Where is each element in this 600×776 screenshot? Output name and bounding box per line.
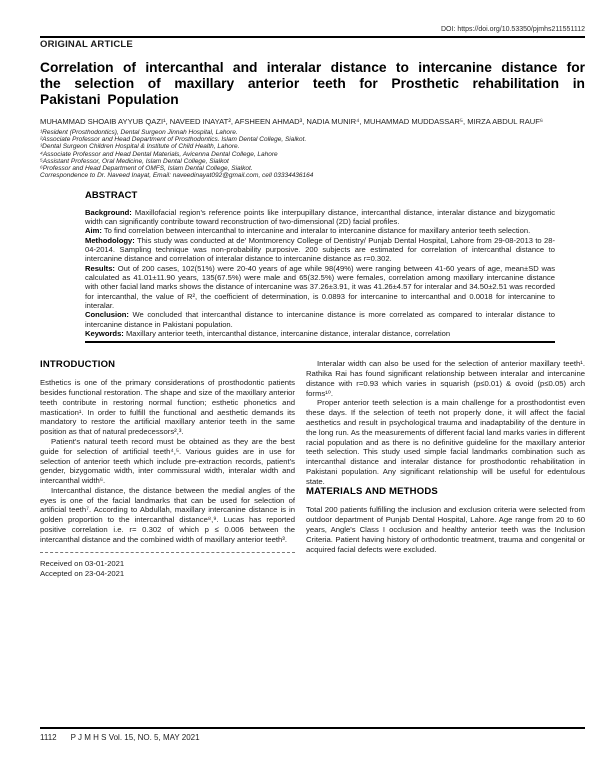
abstract-label: Keywords: [85,328,124,338]
abstract-section [85,190,555,344]
abstract-text: We concluded that intercanthal distance to intercanine distance is more correlated as compared to interalar distance to intercanine distance in Pakistani population. [85,310,555,329]
affiliation-line: ⁵Assistant Professor, Oral Medicine, Islam Dental College, Sialkot [40,157,229,165]
correspondence-line: Correspondence to Dr. Naveed Inayat, Email: naveedinayat092@gmail.com, cell 03334436164 [40,172,314,180]
page-footer [40,727,585,742]
abstract-results [85,264,555,311]
page-number: 1112 [40,733,57,742]
introduction-heading: INTRODUCTION [40,359,116,371]
materials-paragraph: Total 200 patients fulfilling the inclusion and exclusion criteria were selected from outdoor department of Punjab Dental Hospital, Lahore. Age range from 20 to 60 years, Angle's Class I occlusion and healthy anterior teeth was the Inclusion Criteria. Patient having history of orthodontic treatment, trauma and congenital or acquired facial defects were excluded. [306,505,585,554]
affiliations [40,129,585,180]
abstract-text: Maxillary anterior teeth, intercanthal distance, intercanine distance, interalar distance, correlation [123,328,451,338]
abstract-label: Background: [85,207,132,217]
affiliation-line: ⁴Associate Professor and Head Dental Materials, Avicenna Dental College, Lahore [40,150,278,158]
abstract-text: To find correlation between intercanthal to intercanine and interalar to intercanine distance for maxillary anterior teeth selection. [101,226,531,236]
affiliation-line: ¹Resident (Prosthodontics), Dental Surgeon Jinnah Hospital, Lahore. [40,128,238,136]
intro-paragraph: Patient's natural teeth record must be obtained as they are the best guide for selection of artificial teeth⁴,⁵. Various guides are in use for selection of anterior teeth which include pre-extraction records, patient's gender, bizygomatic width, inter commissural width, interalar width and intercanthal width⁶. [40,437,295,486]
materials-heading: MATERIALS AND METHODS [306,486,438,498]
affiliation-line: ²Associate Professor and Head Department of Prosthodontics. Islam Dental College, Sialkot. [40,136,307,144]
footnote-divider [40,552,295,553]
intro-paragraph: Intercanthal distance, the distance between the medial angles of the eyes is one of the facial landmarks that can be used for selection of artificial teeth⁷. According to Abdullah, maxillary intercanine distance is in golden proportion to the intercanthal distance⁸,⁹. Lucas has reported positive correlation i.e. r= 0.302 of which p ≤ 0.006 between the intercanthal distance and the combined width of maxillary anterior teeth³. [40,485,295,544]
affiliation-line: ⁶Professor and Head Department of OMFS, Islam Dental College, Sialkot. [40,165,253,173]
journal-volume-line: P J M H S Vol. 15, NO. 5, MAY 2021 [70,733,200,742]
author-list: MUHAMMAD SHOAIB AYYUB QAZI¹, NAVEED INAYAT², AFSHEEN AHMAD³, NADIA MUNIR⁴, MUHAMMAD MUDDASSAR⁵, MIRZA ABDUL RAUF⁶ [40,117,544,126]
left-column [40,359,295,579]
abstract-label: Results: [85,263,115,273]
intro-paragraph: Interalar width can also be used for the selection of anterior maxillary teeth¹. Rathika Rai has found significant relationship between interalar and intercanine distance with r=0.93 which varies in squarish (p≤0.01) & ovoid (p≤0.05) arch forms¹⁰. [306,359,585,398]
right-column [306,359,585,579]
affiliation-line: ³Dental Surgeon Children Hospital & Institute of Child Health, Lahore. [40,143,240,151]
header-rule [40,36,585,38]
abstract-keywords [85,329,555,338]
abstract-aim [85,226,555,235]
article-type-label: ORIGINAL ARTICLE [40,39,133,50]
article-title: Correlation of intercanthal and interalar distance to intercanine distance for the selection of maxillary anterior teeth for Prosthetic rehabilitation in Pakistani Population [40,60,585,107]
abstract-text: Out of 200 cases, 102(51%) were 20-40 years of age while 98(49%) were ranging between 41-60 years of age, mean±SD was calculated as 41.01±11.90 years, 135(67.5%) were male and 65(32.5%) were females, correlation among maxillary intercanine distance with other facial land marks shows the distance of intercanine was 37.26±3.91, it was 41.26±4.57 for interalar and 34.50±2.51 was recorded for intercanthal, the value of R², the coefficient of determination, is 0.0893 for intercanine to intercanthal and 0.0018 for intercanine to interalar. [85,263,555,310]
two-column-body [40,359,585,579]
abstract-conclusion [85,310,555,329]
abstract-label: Aim: [85,226,102,236]
intro-paragraph: Proper anterior teeth selection is a main challenge for a prosthodontist even these days. If the selection of teeth not properly done, it will affect the facial aesthetics and result in psychological trauma and inadaptability of the denture in the long run. As the measurements of different facial land marks varies in different racial population and as there is no definitive guideline for the maxillary anterior teeth selection. This study used simple facial landmarks combination such as intercanthal distance and interalar distance for prosthodontic rehabilitation in Pakistani population. Any significant relationship will be useful for edentulous state. [306,398,585,486]
abstract-text: Maxillofacial region's reference points like interpupillary distance, intercanthal distance, interalar distance and bizygomatic width can significantly contribute toward reconstruction of two-dimensional (2D) facial profiles. [85,207,555,227]
abstract-heading: ABSTRACT [85,189,138,201]
received-date: Received on 03-01-2021 [40,558,125,568]
abstract-background [85,208,555,227]
abstract-text: This study was conducted at de' Montmorency College of Dentistry/ Punjab Dental Hospital, Lahore from 29-08-2013 to 28-04-2014. Sampling technique was non-probability purposive. 200 subjects are estimated for correlation of intercanthal distance to intercanine distance and correlation of interalar distance to intercanine distance as r=0.302. [85,235,555,264]
doi-text: DOI: https://doi.org/10.53350/pjmhs211551112 [441,26,585,33]
abstract-methodology [85,236,555,264]
intro-paragraph: Esthetics is one of the primary considerations of prosthodontic patients besides functional restoration. The shape and size of the maxillary anterior teeth contribute in restoring normal function; esthetic phonetics and mastication¹. In order to fulfill the functional and aesthetic demands its mandatory to restore the artificial maxillary anterior teeth in the same position as that of natural predecessors²,³. [40,378,295,437]
abstract-label: Conclusion: [85,310,129,320]
abstract-label: Methodology: [85,235,135,245]
accepted-date: Accepted on 23-04-2021 [40,568,125,578]
